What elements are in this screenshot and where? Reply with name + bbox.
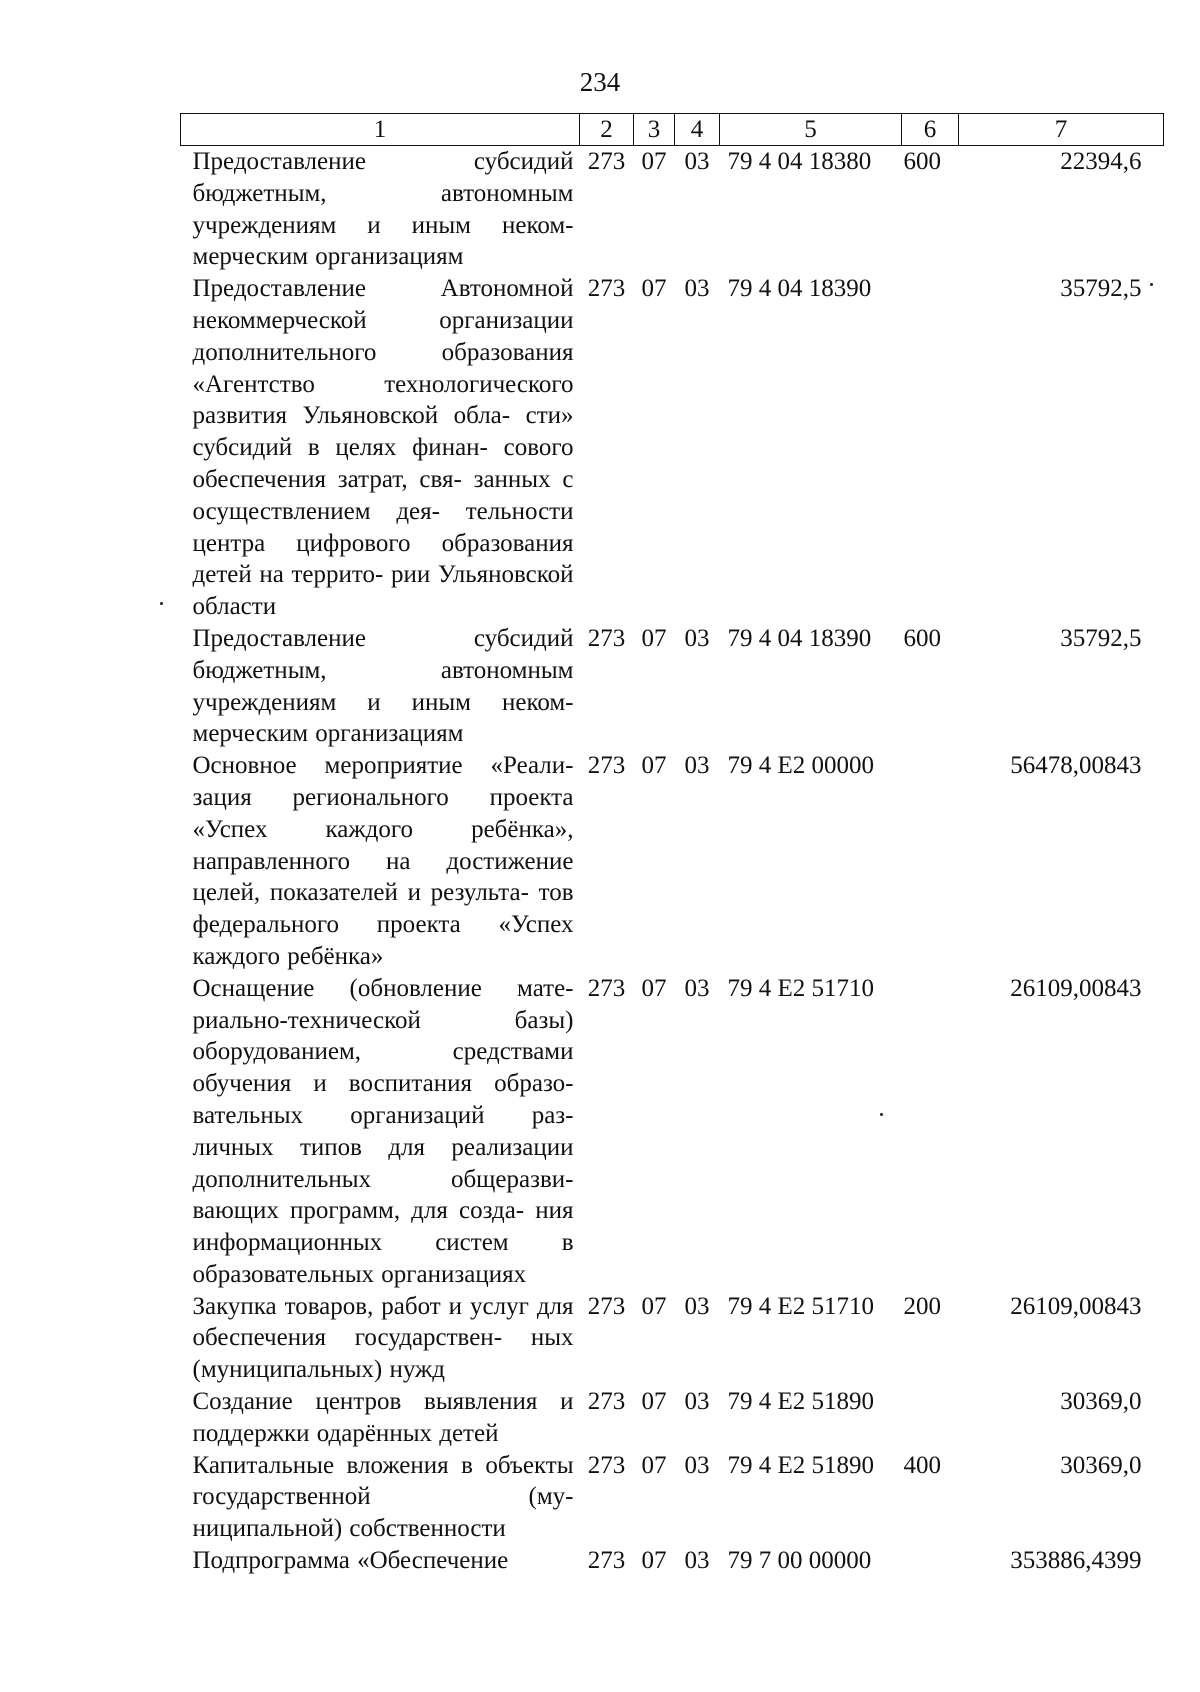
expense-type-code: 600 [903,148,941,175]
description-line: ниципальной) собственности [192,1515,506,1543]
header-col-2: 2 [580,114,634,146]
header-col-6: 6 [902,114,959,146]
target-article-code: 79 4 E2 51710 [727,1292,875,1320]
header-col-4: 4 [675,114,720,146]
description-line: Закупка товаров, работ и услуг [192,1292,529,1320]
expense-type-code [902,750,959,973]
description-line: сового обеспечения затрат, свя- [192,434,574,493]
admin-code: 273 [587,752,626,780]
expense-type-code: 200 [903,1292,941,1320]
row-description [181,1450,580,1545]
row-description [181,750,580,973]
header-col-7: 7 [959,114,1164,146]
table-row [181,1386,1164,1450]
section-code: 07 [641,1388,667,1416]
admin-code: 273 [587,148,626,175]
header-col-5: 5 [720,114,902,146]
admin-code: 273 [587,624,626,652]
amount: 35792,5 [1060,275,1142,303]
description-line: «Успех каждого ребёнка» [192,911,574,970]
admin-code: 273 [587,275,626,303]
section-code: 07 [641,752,667,780]
description-line: оборудованием, средствами [192,1038,574,1066]
description-line: тельности центра цифрового [192,497,574,557]
amount: 30369,0 [1060,1388,1142,1416]
description-line: ных (муниципальных) нужд [192,1324,574,1384]
description-line: целей, показателей и результа- [192,879,529,907]
description-line: Создание центров выявления и [192,1388,574,1416]
table-body [181,146,1164,1577]
target-article-code: 79 4 E2 51890 [727,1388,875,1416]
expense-type-code [902,1545,959,1577]
description-line: дополнительного образования [192,338,574,366]
expense-type-code: 400 [903,1451,941,1479]
amount: 26109,00843 [1010,1292,1142,1320]
target-article-code: 79 7 00 00000 [727,1547,872,1575]
description-line: некоммерческой организации [192,306,574,334]
description-line: занных с осуществлением дея- [192,465,574,525]
row-description [181,973,580,1291]
row-description [181,273,580,623]
description-line: развития Ульяновской обла- [192,402,511,430]
table-row [181,1545,1164,1577]
table-row [181,1450,1164,1545]
subsection-code: 03 [684,148,710,175]
scan-speck [880,1113,883,1116]
description-line: мерческим организациям [192,720,464,748]
subsection-code: 03 [684,624,710,652]
description-line: Основное мероприятие «Реали- [192,752,574,780]
section-code: 07 [641,1547,667,1575]
expense-type-code [902,273,959,623]
subsection-code: 03 [684,974,710,1002]
table-row [181,273,1164,623]
admin-code: 273 [587,1547,626,1575]
description-line: ния информационных систем в [192,1197,574,1257]
description-line: Предоставление субсидий [192,148,574,175]
description-line: учреждениям и иным неком- [192,688,574,716]
table-row [181,750,1164,973]
table-row [181,1291,1164,1386]
section-code: 07 [641,148,667,175]
row-description [181,623,580,750]
subsection-code: 03 [684,275,710,303]
description-line: сти» субсидий в целях финан- [192,402,574,462]
target-article-code: 79 4 E2 51710 [727,974,875,1002]
description-line: Капитальные вложения в [192,1451,473,1479]
description-line: Подпрограмма «Обеспечение [192,1547,509,1575]
expense-type-code [902,1386,959,1450]
description-line: учреждениям и иным неком- [192,211,574,239]
description-line: риально-технической базы) [192,1006,574,1034]
scan-speck [160,602,163,605]
budget-table [180,113,1164,1577]
description-line: «Агентство технологического [192,370,574,398]
description-line: бюджетным, автономным [192,179,574,207]
expense-type-code [902,973,959,1291]
description-line: образовательных организациях [192,1260,527,1288]
target-article-code: 79 4 04 18390 [727,275,872,303]
row-description [181,1386,580,1450]
description-line: направленного на достижение [192,847,574,875]
description-line: объекты государственной (му- [192,1451,574,1511]
scan-speck [1150,283,1153,286]
description-line: зация регионального проекта [192,783,574,811]
description-line: поддержки одарённых детей [192,1419,499,1447]
section-code: 07 [641,974,667,1002]
subsection-code: 03 [684,1292,710,1320]
amount: 56478,00843 [1010,752,1142,780]
description-line: дополнительных общеразви- [192,1165,574,1193]
row-description [181,1291,580,1386]
description-line: тов федерального проекта [192,879,574,939]
amount: 30369,0 [1060,1451,1142,1479]
description-line: Предоставление Автономной [192,275,574,303]
description-line: вательных организаций раз- [192,1101,574,1129]
header-col-3: 3 [634,114,675,146]
header-col-1: 1 [181,114,580,146]
admin-code: 273 [587,974,626,1002]
row-description [181,1545,580,1577]
description-line: «Успех каждого ребёнка», [192,815,574,843]
description-line: рии Ульяновской области [192,561,574,621]
amount: 26109,00843 [1010,974,1142,1002]
section-code: 07 [641,1292,667,1320]
page-number: 234 [579,67,621,97]
subsection-code: 03 [684,1547,710,1575]
table-row [181,973,1164,1291]
admin-code: 273 [587,1451,626,1479]
description-line: бюджетным, автономным [192,656,574,684]
target-article-code: 79 4 E2 51890 [727,1451,875,1479]
row-description [181,146,580,274]
target-article-code: 79 4 E2 00000 [727,752,875,780]
description-line: мерческим организациям [192,243,464,271]
description-line: личных типов для реализации [192,1133,574,1161]
subsection-code: 03 [684,1451,710,1479]
description-line: Оснащение (обновление мате- [192,974,574,1002]
description-line: для обеспечения государствен- [192,1292,574,1352]
amount: 353886,4399 [1010,1547,1142,1575]
description-line: Предоставление субсидий [192,624,574,652]
description-line: вающих программ, для созда- [192,1197,525,1225]
target-article-code: 79 4 04 18390 [727,624,872,652]
subsection-code: 03 [684,752,710,780]
subsection-code: 03 [684,1388,710,1416]
section-code: 07 [641,624,667,652]
section-code: 07 [641,275,667,303]
amount: 35792,5 [1060,624,1142,652]
section-code: 07 [641,1451,667,1479]
table-header-row [181,114,1164,146]
expense-type-code: 600 [903,624,941,652]
description-line: образования детей на террито- [192,529,574,589]
admin-code: 273 [587,1388,626,1416]
table-row [181,623,1164,750]
table-row [181,146,1164,274]
amount: 22394,6 [1060,148,1142,175]
admin-code: 273 [587,1292,626,1320]
target-article-code: 79 4 04 18380 [727,148,872,175]
description-line: обучения и воспитания образо- [192,1070,574,1098]
